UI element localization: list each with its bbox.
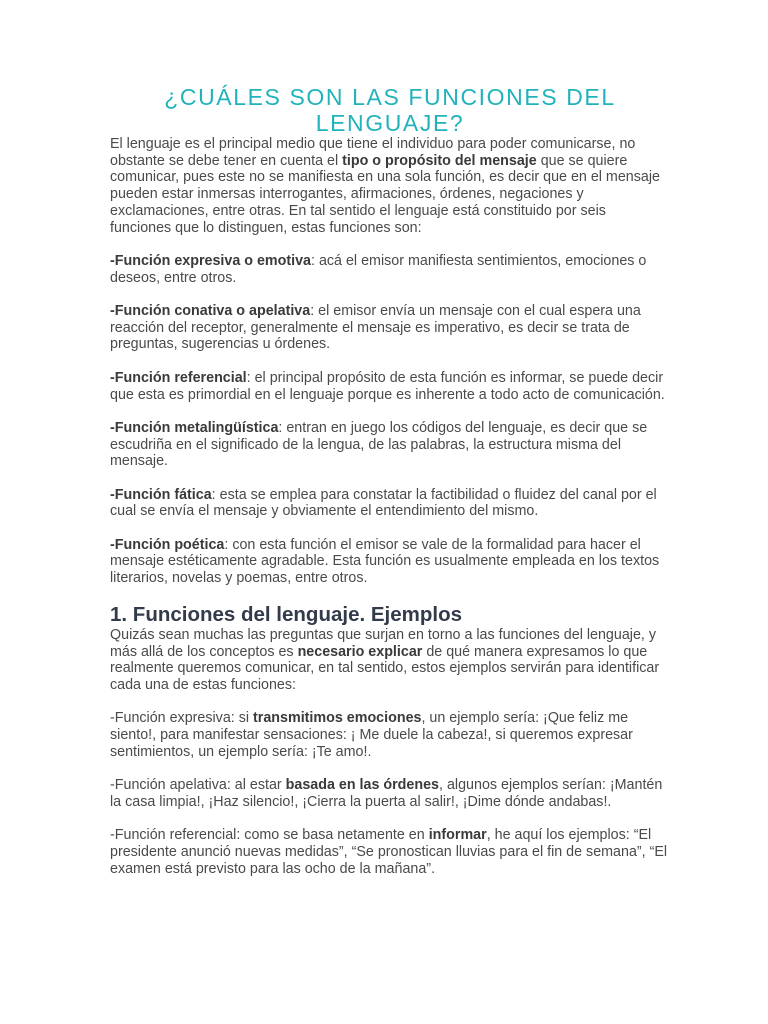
function-name: -Función conativa o apelativa — [110, 303, 311, 319]
page-title: ¿CUÁLES SON LAS FUNCIONES DEL LENGUAJE? — [164, 84, 616, 136]
function-description: : el principal propósito de esta función es informar, se puede decir que esta es primordial en el lenguaje porque es inherente a todo acto de comunicación. — [110, 369, 665, 403]
section-intro-bold: necesario explicar — [297, 643, 423, 660]
function-description: : el emisor envía un mensaje con el cual espera una reacción del receptor, generalmente el mensaje es imperativo, es decir se trata de preguntas, sugerencias u órdenes. — [110, 303, 641, 353]
document-content — [110, 84, 670, 877]
intro-text-2: que se quiere comunicar, pues este no se manifiesta en una sola función, es decir que en el mensaje pueden estar inmersas interrogantes, afirmaciones, órdenes, negaciones y exclamaciones, entre otras. En tal sentido el lenguaje está constituido por seis funciones que lo distinguen, estas funciones son: — [110, 152, 660, 236]
function-name: -Función referencial — [110, 369, 247, 386]
intro-bold: tipo o propósito del mensaje — [342, 152, 537, 169]
example-text-1: -Función expresiva: si — [110, 710, 254, 727]
example-appellative — [110, 777, 670, 810]
example-expressive — [110, 710, 670, 760]
function-name: -Función expresiva o emotiva — [110, 252, 312, 269]
function-description: : con esta función el emisor se vale de la formalidad para hacer el mensaje estéticamente agradable. Esta función es usualmente empleada en los textos literarios, novelas y poemas, entre otros. — [110, 536, 660, 587]
function-name: -Función fática — [110, 486, 212, 503]
example-text-1: -Función referencial: como se basa netamente en — [110, 827, 429, 844]
function-name: -Función poética — [110, 536, 225, 553]
intro-text-1: El lenguaje es el principal medio que tiene el individuo para poder comunicarse, no obstante se debe tener en cuenta el — [110, 136, 636, 169]
example-text-2: , un ejemplo sería: ¡Que feliz me siento!, para manifestar sensaciones: ¡ Me duele la cabeza!, si queremos expresar sentimientos, un ejemplo sería: ¡Te amo!. — [110, 710, 633, 760]
function-expressive — [110, 253, 670, 286]
section-intro-text-2: de qué manera expresamos lo que realmente queremos comunicar, en tal sentido, estos ejemplos servirán para identificar cada una de estas funciones: — [110, 643, 660, 693]
example-referential — [110, 827, 670, 877]
function-poetic — [110, 537, 670, 587]
intro-paragraph — [110, 136, 670, 236]
example-text-2: , he aquí los ejemplos: “El presidente anunció nuevas medidas”, “Se pronostican lluvias para el fin de semana”, “El examen está previsto para las ocho de la mañana”. — [110, 827, 668, 877]
function-metalinguistic — [110, 420, 670, 470]
example-text-1: -Función apelativa: al estar — [110, 777, 286, 794]
example-bold: transmitimos emociones — [253, 710, 422, 727]
function-phatic — [110, 487, 670, 520]
example-bold: informar — [428, 827, 487, 844]
section-intro-text-1: Quizás sean muchas las preguntas que surjan en torno a las funciones del lenguaje, y más allá de los conceptos es — [110, 626, 657, 660]
example-text-2: , algunos ejemplos serían: ¡Mantén la casa limpia!, ¡Haz silencio!, ¡Cierra la puerta al salir!, ¡Dime dónde andabas!. — [110, 777, 663, 810]
example-bold: basada en las órdenes — [285, 777, 440, 794]
function-referential — [110, 370, 670, 403]
function-description: : esta se emplea para constatar la factibilidad o fluidez del canal por el cual se envía el mensaje y obviamente el entendimiento del mismo. — [110, 486, 657, 520]
function-description: : entran en juego los códigos del lenguaje, es decir que se escudriña en el significado de la lengua, de las palabras, la estructura misma del mensaje. — [110, 419, 648, 470]
section-heading: 1. Funciones del lenguaje. Ejemplos — [110, 602, 463, 626]
section-intro-paragraph — [110, 627, 670, 694]
function-name: -Función metalingüística — [110, 419, 279, 436]
function-conative — [110, 303, 670, 353]
function-description: : acá el emisor manifiesta sentimientos, emociones o deseos, entre otros. — [110, 252, 647, 286]
